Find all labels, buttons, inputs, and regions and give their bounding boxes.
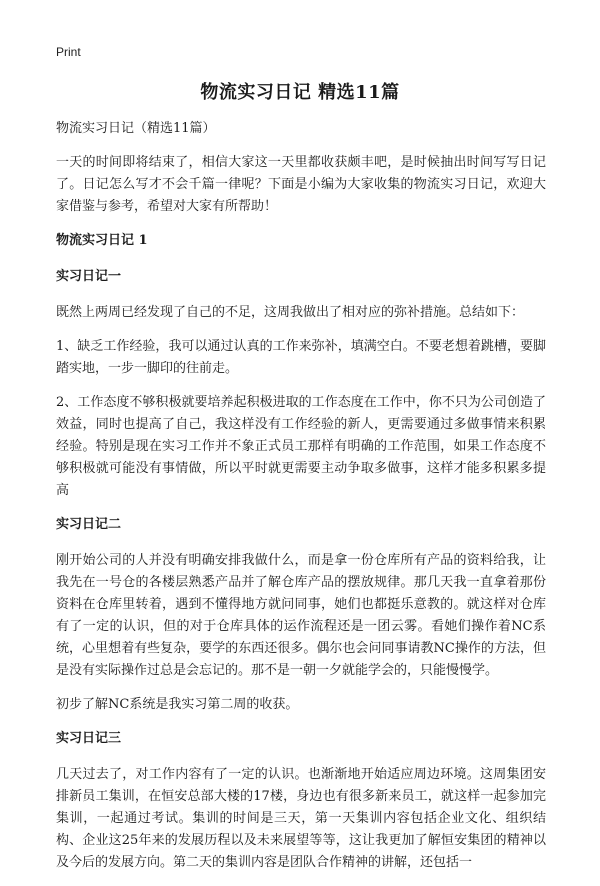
section-heading: 物流实习日记 1 <box>56 233 148 248</box>
print-link[interactable]: Print <box>56 45 81 59</box>
entry-paragraph: 初步了解NC系统是我实习第二周的收获。 <box>56 697 299 712</box>
entry-paragraph: 1、缺乏工作经验，我可以通过认真的工作来弥补，填满空白。不要老想着跳槽，要脚踏实地，一步一脚印的往前走。 <box>56 339 546 376</box>
intro-paragraph: 一天的时间即将结束了，相信大家这一天里都收获颇丰吧，是时候抽出时间写写日记了。日记怎么写才不会千篇一律呢？下面是小编为大家收集的物流实习日记，欢迎大家借鉴与参考，希望对大家有所帮助！ <box>56 155 546 214</box>
entry-paragraph: 几天过去了，对工作内容有了一定的认识。也渐渐地开始适应周边环境。这周集团安排新员工集训，在恒安总部大楼的17楼，身边也有很多新来员工，就这样一起参加完集训，一起通过考试。集训的时间是三天，第一天集训内容包括企业文化、组织结构、企业这25年来的发展历程以及未来展望等等，这让我更加了解恒安集团的精神以及今后的发展方向。第二天的集训内容是团队合作精神的讲解，还包括一 <box>56 767 546 870</box>
document-subtitle: 物流实习日记（精选11篇） <box>56 121 216 136</box>
entry-paragraph: 2、工作态度不够积极就要培养起积极进取的工作态度在工作中，你不只为公司创造了效益，同时也提高了自己，我这样没有工作经验的新人，更需要通过多做事情来积累经验。特别是现在实习工作并不象正式员工那样有明确的工作范围，如果工作态度不够积极就可能没有事情做，所以平时就更需要主动争取多做事，这样才能多积累多提高 <box>56 395 546 498</box>
entry-paragraph: 刚开始公司的人并没有明确安排我做什么，而是拿一份仓库所有产品的资料给我，让我先在一号仓的各楼层熟悉产品并了解仓库产品的摆放规律。那几天我一直拿着那份资料在仓库里转着，遇到不懂得地方就问同事，她们也都挺乐意教的。就这样对仓库有了一定的认识，但的对于仓库具体的运作流程还是一团云雾。看她们操作着NC系统，心里想着有些复杂，要学的东西还很多。偶尔也会问同事请教NC操作的方法，但是没有实际操作过总是会忘记的。那不是一朝一夕就能学会的，只能慢慢学。 <box>56 553 546 678</box>
document-body <box>56 118 546 886</box>
entry-heading: 实习日记二 <box>56 517 122 532</box>
entry-paragraph: 既然上两周已经发现了自己的不足，这周我做出了相对应的弥补措施。总结如下： <box>56 305 525 320</box>
entry-heading: 实习日记三 <box>56 731 122 746</box>
entry-heading: 实习日记一 <box>56 269 122 284</box>
page-title: 物流实习日记 精选11篇 <box>200 82 400 103</box>
